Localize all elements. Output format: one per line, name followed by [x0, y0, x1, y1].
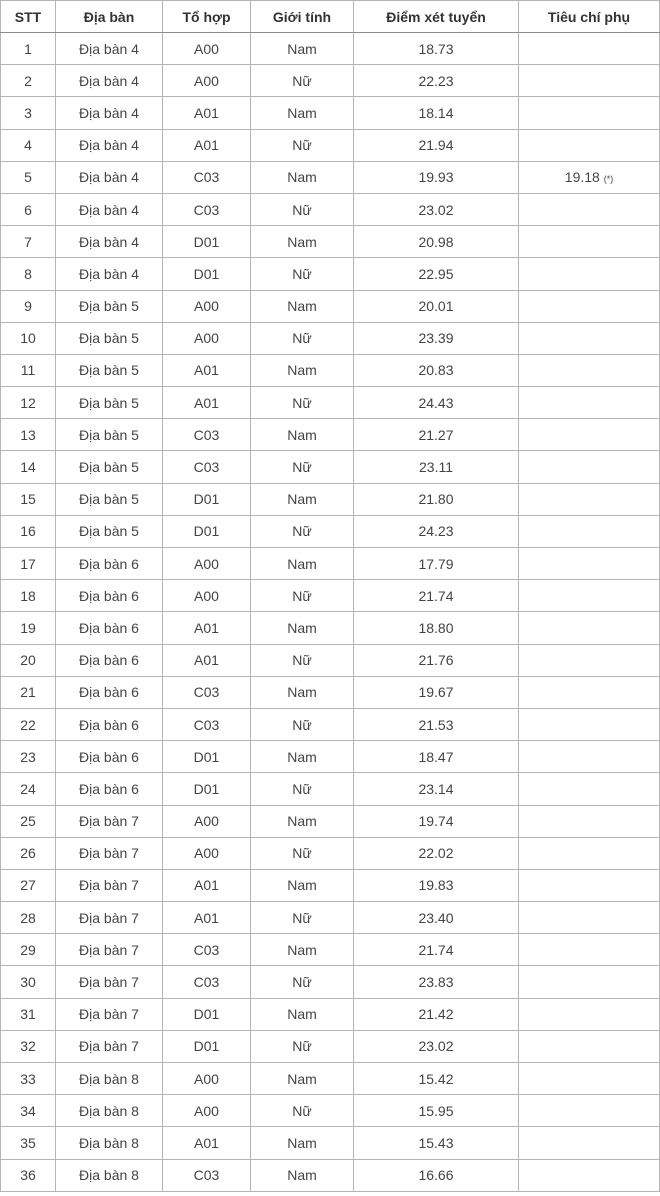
cell-to-hop: D01: [163, 741, 251, 773]
tieu-chi-phu-value: 19.18: [564, 169, 600, 186]
cell-stt: 32: [1, 1030, 56, 1062]
table-row: [1, 1159, 660, 1191]
cell-tieu-chi-phu: [519, 1095, 660, 1127]
cell-to-hop: D01: [163, 1030, 251, 1062]
cell-tieu-chi-phu: [519, 934, 660, 966]
header-to-hop: Tổ hợp: [163, 1, 251, 33]
table-row: [1, 612, 660, 644]
cell-tieu-chi-phu: [519, 515, 660, 547]
cell-tieu-chi-phu: [519, 1127, 660, 1159]
cell-to-hop: D01: [163, 773, 251, 805]
table-row: [1, 419, 660, 451]
table-row: [1, 644, 660, 676]
cell-dia-ban: Địa bàn 6: [56, 708, 163, 740]
cell-diem: 18.14: [354, 97, 519, 129]
cell-gioi-tinh: Nam: [251, 998, 354, 1030]
cell-gioi-tinh: Nam: [251, 1127, 354, 1159]
cell-diem: 23.83: [354, 966, 519, 998]
cell-dia-ban: Địa bàn 5: [56, 290, 163, 322]
cell-stt: 10: [1, 322, 56, 354]
cell-dia-ban: Địa bàn 4: [56, 193, 163, 225]
cell-tieu-chi-phu: [519, 65, 660, 97]
header-dia-ban: Địa bàn: [56, 1, 163, 33]
cell-dia-ban: Địa bàn 7: [56, 934, 163, 966]
table-row: [1, 741, 660, 773]
cell-dia-ban: Địa bàn 6: [56, 548, 163, 580]
table-row: [1, 676, 660, 708]
cell-to-hop: A00: [163, 1063, 251, 1095]
table-row: [1, 708, 660, 740]
cell-gioi-tinh: Nữ: [251, 387, 354, 419]
cell-to-hop: D01: [163, 483, 251, 515]
table-row: [1, 161, 660, 193]
cell-tieu-chi-phu: [519, 676, 660, 708]
cell-gioi-tinh: Nữ: [251, 193, 354, 225]
cell-to-hop: A01: [163, 869, 251, 901]
cell-to-hop: A00: [163, 33, 251, 65]
cell-stt: 5: [1, 161, 56, 193]
cell-stt: 7: [1, 226, 56, 258]
cell-stt: 16: [1, 515, 56, 547]
cell-diem: 15.43: [354, 1127, 519, 1159]
cell-dia-ban: Địa bàn 8: [56, 1095, 163, 1127]
cell-gioi-tinh: Nam: [251, 419, 354, 451]
cell-tieu-chi-phu: [519, 354, 660, 386]
table-row: [1, 33, 660, 65]
cell-gioi-tinh: Nam: [251, 1159, 354, 1191]
cell-dia-ban: Địa bàn 4: [56, 65, 163, 97]
cell-gioi-tinh: Nam: [251, 869, 354, 901]
cell-gioi-tinh: Nữ: [251, 129, 354, 161]
table-body: [1, 33, 660, 1192]
cell-to-hop: A01: [163, 129, 251, 161]
cell-dia-ban: Địa bàn 6: [56, 644, 163, 676]
cell-diem: 20.01: [354, 290, 519, 322]
cell-tieu-chi-phu: [519, 451, 660, 483]
cell-diem: 21.80: [354, 483, 519, 515]
cell-gioi-tinh: Nữ: [251, 1095, 354, 1127]
table-row: [1, 580, 660, 612]
cell-dia-ban: Địa bàn 8: [56, 1063, 163, 1095]
table-row: [1, 354, 660, 386]
cell-gioi-tinh: Nữ: [251, 837, 354, 869]
cell-stt: 30: [1, 966, 56, 998]
table-row: [1, 805, 660, 837]
cell-gioi-tinh: Nữ: [251, 65, 354, 97]
cell-dia-ban: Địa bàn 4: [56, 258, 163, 290]
cell-to-hop: D01: [163, 258, 251, 290]
cell-to-hop: A00: [163, 322, 251, 354]
table-row: [1, 193, 660, 225]
cell-diem: 23.40: [354, 902, 519, 934]
cell-diem: 17.79: [354, 548, 519, 580]
cell-dia-ban: Địa bàn 7: [56, 805, 163, 837]
table-header-row: [1, 1, 660, 33]
table-row: [1, 998, 660, 1030]
cell-diem: 23.14: [354, 773, 519, 805]
cell-tieu-chi-phu: [519, 129, 660, 161]
cell-stt: 28: [1, 902, 56, 934]
cell-to-hop: A00: [163, 837, 251, 869]
cell-tieu-chi-phu: [519, 193, 660, 225]
cell-dia-ban: Địa bàn 6: [56, 612, 163, 644]
cell-dia-ban: Địa bàn 5: [56, 515, 163, 547]
header-gioi-tinh: Giới tính: [251, 1, 354, 33]
footnote-mark: (*): [603, 174, 614, 185]
cell-stt: 4: [1, 129, 56, 161]
cell-stt: 18: [1, 580, 56, 612]
cell-gioi-tinh: Nữ: [251, 966, 354, 998]
cell-dia-ban: Địa bàn 5: [56, 322, 163, 354]
cell-diem: 19.67: [354, 676, 519, 708]
cell-dia-ban: Địa bàn 7: [56, 1030, 163, 1062]
cell-diem: 19.83: [354, 869, 519, 901]
cell-to-hop: A00: [163, 548, 251, 580]
table-row: [1, 451, 660, 483]
cell-to-hop: A01: [163, 644, 251, 676]
cell-tieu-chi-phu: [519, 580, 660, 612]
table-row: [1, 483, 660, 515]
table-row: [1, 837, 660, 869]
cell-tieu-chi-phu: [519, 483, 660, 515]
cell-dia-ban: Địa bàn 7: [56, 869, 163, 901]
cell-stt: 23: [1, 741, 56, 773]
cell-stt: 33: [1, 1063, 56, 1095]
table-row: [1, 1127, 660, 1159]
cell-diem: 21.94: [354, 129, 519, 161]
cell-to-hop: C03: [163, 451, 251, 483]
table-row: [1, 129, 660, 161]
cell-dia-ban: Địa bàn 4: [56, 226, 163, 258]
cell-diem: 20.98: [354, 226, 519, 258]
table-row: [1, 934, 660, 966]
cell-gioi-tinh: Nam: [251, 934, 354, 966]
table-row: [1, 97, 660, 129]
cell-gioi-tinh: Nam: [251, 97, 354, 129]
cell-to-hop: C03: [163, 193, 251, 225]
cell-diem: 23.02: [354, 193, 519, 225]
cell-stt: 9: [1, 290, 56, 322]
cell-gioi-tinh: Nữ: [251, 322, 354, 354]
table-row: [1, 1030, 660, 1062]
cell-dia-ban: Địa bàn 8: [56, 1127, 163, 1159]
cell-tieu-chi-phu: [519, 33, 660, 65]
cell-tieu-chi-phu: [519, 644, 660, 676]
cell-stt: 17: [1, 548, 56, 580]
cell-to-hop: C03: [163, 676, 251, 708]
cell-stt: 6: [1, 193, 56, 225]
cell-to-hop: A01: [163, 354, 251, 386]
cell-stt: 34: [1, 1095, 56, 1127]
cell-stt: 12: [1, 387, 56, 419]
cell-dia-ban: Địa bàn 5: [56, 419, 163, 451]
cell-tieu-chi-phu: [519, 290, 660, 322]
cell-to-hop: A01: [163, 387, 251, 419]
cell-diem: 23.39: [354, 322, 519, 354]
cell-to-hop: A00: [163, 290, 251, 322]
cell-tieu-chi-phu: [519, 966, 660, 998]
cell-tieu-chi-phu: [519, 1063, 660, 1095]
cell-gioi-tinh: Nam: [251, 612, 354, 644]
cell-tieu-chi-phu: [519, 1159, 660, 1191]
cell-tieu-chi-phu: [519, 258, 660, 290]
cell-gioi-tinh: Nam: [251, 33, 354, 65]
cell-to-hop: A01: [163, 902, 251, 934]
cell-tieu-chi-phu: [519, 741, 660, 773]
cell-stt: 2: [1, 65, 56, 97]
cell-diem: 22.23: [354, 65, 519, 97]
cell-dia-ban: Địa bàn 4: [56, 129, 163, 161]
cell-tieu-chi-phu: [519, 548, 660, 580]
cell-diem: 21.27: [354, 419, 519, 451]
cell-stt: 27: [1, 869, 56, 901]
table-row: [1, 548, 660, 580]
cell-diem: 18.47: [354, 741, 519, 773]
cell-to-hop: A01: [163, 612, 251, 644]
cell-diem: 23.02: [354, 1030, 519, 1062]
table-row: [1, 966, 660, 998]
table-row: [1, 1095, 660, 1127]
cell-to-hop: D01: [163, 515, 251, 547]
cell-gioi-tinh: Nam: [251, 226, 354, 258]
cell-stt: 26: [1, 837, 56, 869]
cell-gioi-tinh: Nữ: [251, 644, 354, 676]
cell-gioi-tinh: Nữ: [251, 1030, 354, 1062]
cell-diem: 21.74: [354, 580, 519, 612]
cell-gioi-tinh: Nữ: [251, 580, 354, 612]
cell-stt: 20: [1, 644, 56, 676]
cell-to-hop: A00: [163, 1095, 251, 1127]
cell-tieu-chi-phu: [519, 773, 660, 805]
table-row: [1, 322, 660, 354]
cell-to-hop: D01: [163, 998, 251, 1030]
cell-diem: 24.23: [354, 515, 519, 547]
cell-dia-ban: Địa bàn 4: [56, 97, 163, 129]
cell-to-hop: A01: [163, 97, 251, 129]
cell-tieu-chi-phu: [519, 902, 660, 934]
cell-stt: 3: [1, 97, 56, 129]
cell-diem: 18.73: [354, 33, 519, 65]
cell-gioi-tinh: Nữ: [251, 773, 354, 805]
cell-gioi-tinh: Nữ: [251, 902, 354, 934]
cell-dia-ban: Địa bàn 5: [56, 354, 163, 386]
table-row: [1, 258, 660, 290]
cell-dia-ban: Địa bàn 5: [56, 451, 163, 483]
header-diem-xet-tuyen: Điểm xét tuyển: [354, 1, 519, 33]
cell-tieu-chi-phu: [519, 837, 660, 869]
table-row: [1, 387, 660, 419]
cell-to-hop: C03: [163, 966, 251, 998]
cell-dia-ban: Địa bàn 6: [56, 741, 163, 773]
cell-diem: 15.95: [354, 1095, 519, 1127]
cell-stt: 36: [1, 1159, 56, 1191]
cell-dia-ban: Địa bàn 6: [56, 580, 163, 612]
cell-to-hop: C03: [163, 419, 251, 451]
cell-diem: 15.42: [354, 1063, 519, 1095]
cell-to-hop: A00: [163, 580, 251, 612]
cell-tieu-chi-phu: [519, 226, 660, 258]
cell-to-hop: A00: [163, 805, 251, 837]
cell-stt: 29: [1, 934, 56, 966]
cell-stt: 11: [1, 354, 56, 386]
cell-stt: 35: [1, 1127, 56, 1159]
cell-stt: 1: [1, 33, 56, 65]
cell-diem: 22.95: [354, 258, 519, 290]
cell-stt: 8: [1, 258, 56, 290]
cell-tieu-chi-phu: [519, 387, 660, 419]
cell-gioi-tinh: Nam: [251, 1063, 354, 1095]
cell-gioi-tinh: Nam: [251, 290, 354, 322]
table-row: [1, 515, 660, 547]
cell-dia-ban: Địa bàn 7: [56, 998, 163, 1030]
cell-stt: 31: [1, 998, 56, 1030]
cell-diem: 20.83: [354, 354, 519, 386]
cell-diem: 21.42: [354, 998, 519, 1030]
cell-gioi-tinh: Nam: [251, 741, 354, 773]
cell-tieu-chi-phu: [519, 97, 660, 129]
cell-to-hop: C03: [163, 1159, 251, 1191]
cell-gioi-tinh: Nam: [251, 354, 354, 386]
cell-tieu-chi-phu: [519, 708, 660, 740]
cell-dia-ban: Địa bàn 5: [56, 387, 163, 419]
cell-dia-ban: Địa bàn 7: [56, 837, 163, 869]
cell-to-hop: A01: [163, 1127, 251, 1159]
cell-gioi-tinh: Nam: [251, 548, 354, 580]
cell-tieu-chi-phu: [519, 419, 660, 451]
cell-dia-ban: Địa bàn 6: [56, 773, 163, 805]
cell-diem: 21.74: [354, 934, 519, 966]
cell-diem: 22.02: [354, 837, 519, 869]
cell-stt: 22: [1, 708, 56, 740]
cell-tieu-chi-phu: [519, 161, 660, 193]
cell-stt: 24: [1, 773, 56, 805]
cell-dia-ban: Địa bàn 6: [56, 676, 163, 708]
cell-stt: 13: [1, 419, 56, 451]
cell-diem: 23.11: [354, 451, 519, 483]
cell-to-hop: A00: [163, 65, 251, 97]
cell-dia-ban: Địa bàn 8: [56, 1159, 163, 1191]
cell-dia-ban: Địa bàn 7: [56, 902, 163, 934]
cell-stt: 15: [1, 483, 56, 515]
cell-dia-ban: Địa bàn 5: [56, 483, 163, 515]
cell-gioi-tinh: Nữ: [251, 515, 354, 547]
cell-diem: 21.76: [354, 644, 519, 676]
cell-diem: 19.93: [354, 161, 519, 193]
cell-stt: 14: [1, 451, 56, 483]
cell-gioi-tinh: Nam: [251, 676, 354, 708]
cell-gioi-tinh: Nam: [251, 805, 354, 837]
header-tieu-chi-phu: Tiêu chí phụ: [519, 1, 660, 33]
cell-tieu-chi-phu: [519, 612, 660, 644]
cell-gioi-tinh: Nữ: [251, 708, 354, 740]
header-stt: STT: [1, 1, 56, 33]
cell-diem: 24.43: [354, 387, 519, 419]
cell-dia-ban: Địa bàn 7: [56, 966, 163, 998]
table-row: [1, 290, 660, 322]
table-row: [1, 902, 660, 934]
cell-gioi-tinh: Nam: [251, 161, 354, 193]
cell-stt: 19: [1, 612, 56, 644]
cell-diem: 21.53: [354, 708, 519, 740]
cell-dia-ban: Địa bàn 4: [56, 33, 163, 65]
cell-to-hop: C03: [163, 161, 251, 193]
cell-to-hop: D01: [163, 226, 251, 258]
cell-to-hop: C03: [163, 708, 251, 740]
cell-tieu-chi-phu: [519, 869, 660, 901]
cell-stt: 21: [1, 676, 56, 708]
cell-tieu-chi-phu: [519, 805, 660, 837]
cell-gioi-tinh: Nam: [251, 483, 354, 515]
table-row: [1, 869, 660, 901]
cell-diem: 18.80: [354, 612, 519, 644]
cell-diem: 16.66: [354, 1159, 519, 1191]
table-row: [1, 1063, 660, 1095]
table-row: [1, 773, 660, 805]
cell-gioi-tinh: Nữ: [251, 258, 354, 290]
cell-stt: 25: [1, 805, 56, 837]
cell-tieu-chi-phu: [519, 322, 660, 354]
cell-to-hop: C03: [163, 934, 251, 966]
cell-dia-ban: Địa bàn 4: [56, 161, 163, 193]
cell-gioi-tinh: Nữ: [251, 451, 354, 483]
cell-tieu-chi-phu: [519, 1030, 660, 1062]
cell-diem: 19.74: [354, 805, 519, 837]
table-row: [1, 226, 660, 258]
cell-tieu-chi-phu: [519, 998, 660, 1030]
table-row: [1, 65, 660, 97]
